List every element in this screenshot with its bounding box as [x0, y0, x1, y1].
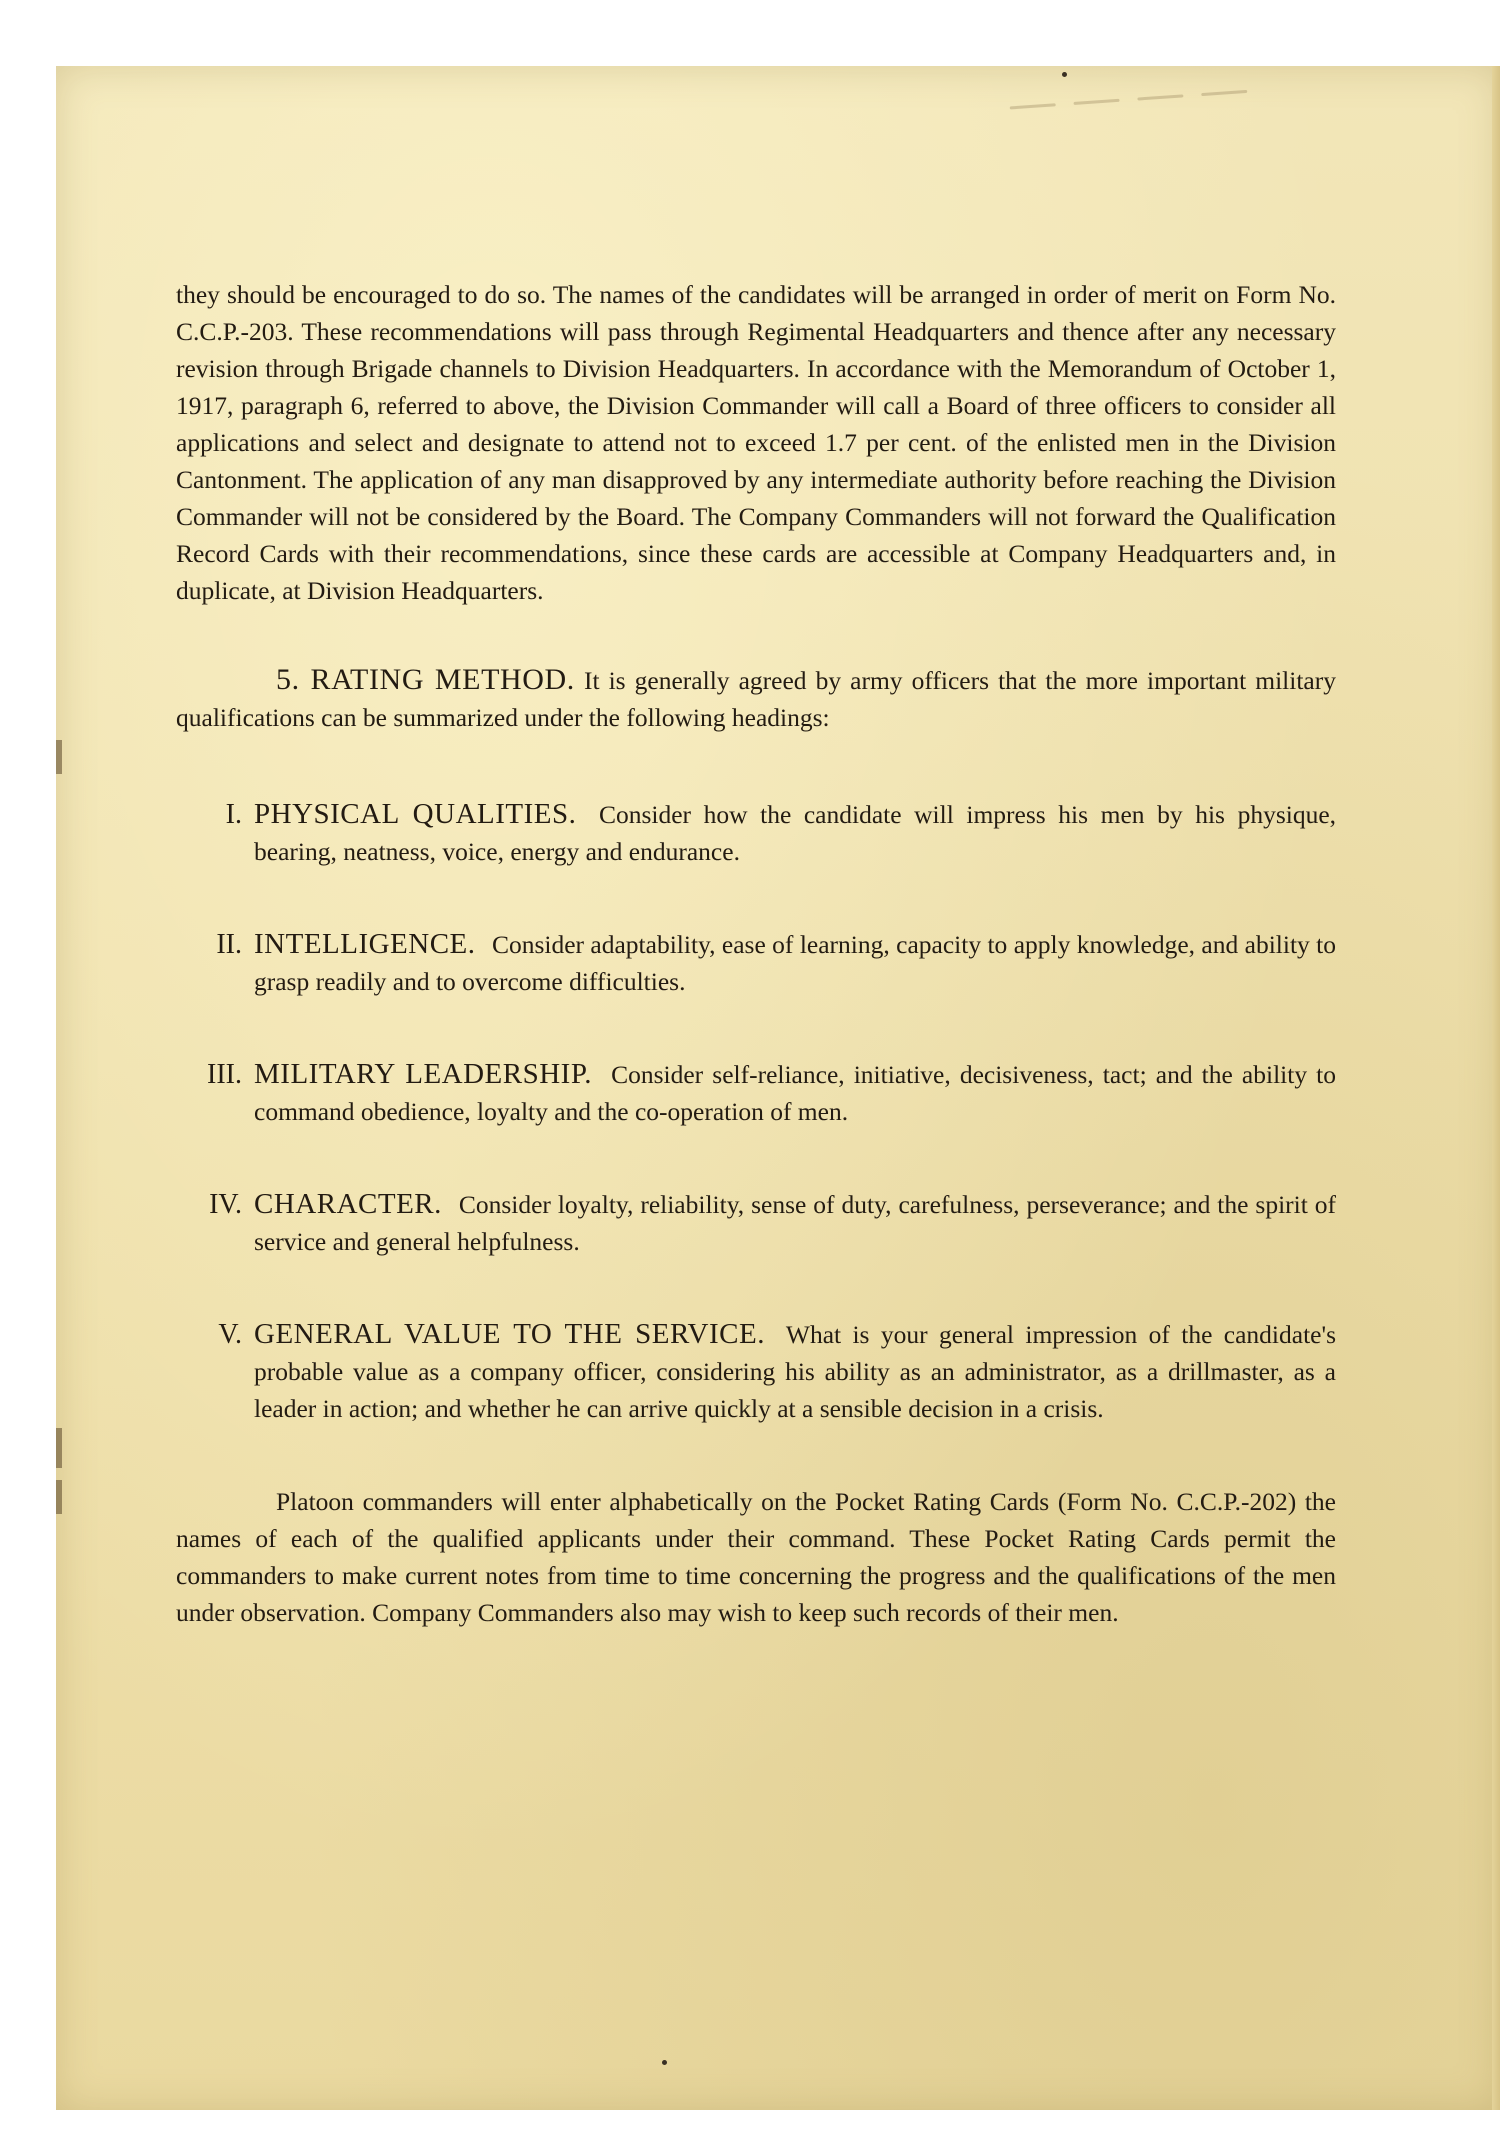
left-margin-mark	[56, 740, 62, 774]
qualification-heading: CHARACTER.	[254, 1188, 442, 1220]
paper-edge	[1492, 66, 1500, 2110]
qualification-body	[254, 1316, 1336, 1427]
qualification-general-value	[176, 1316, 1336, 1427]
qualification-heading: PHYSICAL QUALITIES.	[254, 798, 577, 830]
page-speck	[662, 2060, 667, 2065]
qualification-leadership	[176, 1056, 1336, 1130]
qualification-physical	[176, 796, 1336, 870]
qualification-numeral: V.	[218, 1319, 242, 1350]
document-body	[176, 276, 1336, 1631]
page-speck	[1062, 72, 1067, 77]
qualification-heading: MILITARY LEADERSHIP.	[254, 1058, 592, 1090]
qualification-text: Consider adaptability, ease of learning, capacity to apply knowledge, and ability to grasp readily and to overcome difficulties.	[254, 930, 1337, 996]
qualification-heading: INTELLIGENCE.	[254, 928, 476, 960]
qualification-body	[254, 926, 1336, 1000]
continuation-paragraph: they should be encouraged to do so. The names of the candidates will be arranged in order of merit on Form No. C.C.P.-203. These recommendations will pass through Regimental Headquarters and thence after any necessary revision through Brigade channels to Division Headquarters. In accordance with the Memorandum of October 1, 1917, paragraph 6, referred to above, the Division Commander will call a Board of three officers to consider all applications and select and designate to attend not to exceed 1.7 per cent. of the enlisted men in the Division Cantonment. The application of any man disapproved by any intermediate authority before reaching the Division Commander will not be considered by the Board. The Company Commanders will not forward the Qualification Record Cards with their recommendations, since these cards are accessible at Company Headquarters and, in duplicate, at Division Headquarters.	[176, 280, 1336, 605]
qualification-intelligence	[176, 926, 1336, 1000]
left-margin-mark	[56, 1480, 62, 1514]
qualification-numeral: I.	[225, 799, 242, 830]
qualification-heading: GENERAL VALUE TO THE SERVICE.	[254, 1318, 765, 1350]
platoon-paragraph: Platoon commanders will enter alphabetically on the Pocket Rating Cards (Form No. C.C.P.-202) the names of each of the qualified applicants under their command. These Pocket Rating Cards permit the commanders to make current notes from time to time concerning the progress and the qualifications of the men under observation. Company Commanders also may wish to keep such records of their men.	[176, 1487, 1336, 1627]
qualification-body	[254, 1186, 1336, 1260]
qualification-body	[254, 1056, 1336, 1130]
qualification-numeral: II.	[216, 929, 242, 960]
left-margin-mark	[56, 1428, 62, 1468]
qualification-text: What is your general impression of the candidate's probable value as a company officer, considering his ability as an administrator, as a drillmaster, as a leader in action; and whether he can arrive quickly at a sensible decision in a crisis.	[254, 1320, 1336, 1423]
qualification-numeral: III.	[207, 1059, 242, 1090]
qualification-numeral: IV.	[209, 1189, 242, 1220]
rating-method-heading: 5. RATING METHOD.	[276, 663, 575, 696]
qualification-text: Consider self-reliance, initiative, decisiveness, tact; and the ability to command obedience, loyalty and the co-operation of men.	[254, 1060, 1336, 1126]
qualification-text: Consider loyalty, reliability, sense of duty, carefulness, perseverance; and the spirit of service and general helpfulness.	[254, 1190, 1336, 1256]
rating-method-paragraph	[176, 661, 1336, 736]
qualification-text: Consider how the candidate will impress his men by his physique, bearing, neatness, voice, energy and endurance.	[254, 800, 1337, 866]
qualification-character	[176, 1186, 1336, 1260]
qualification-body	[254, 796, 1336, 870]
rating-method-text: It is generally agreed by army officers that the more important military qualifications can be summarized under the following headings:	[176, 666, 1336, 732]
